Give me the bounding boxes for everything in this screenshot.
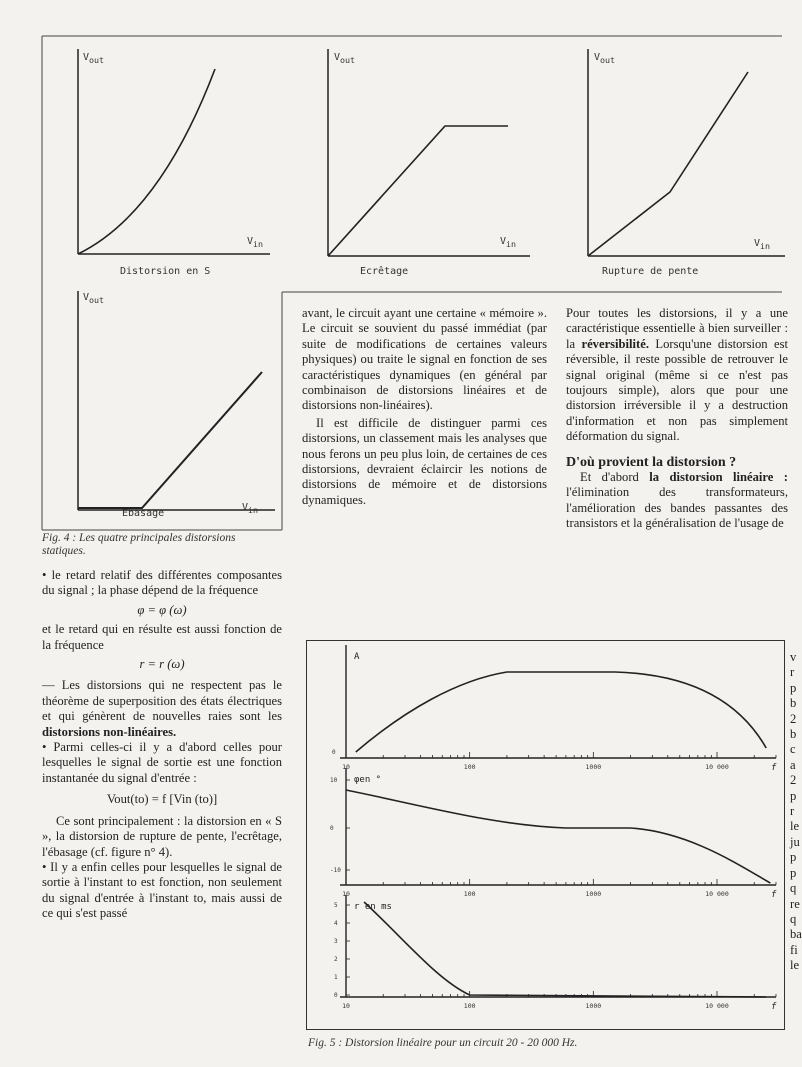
fig5 xyxy=(306,640,790,1030)
fig5-xtick-label: 1000 xyxy=(585,1002,602,1010)
left-eq3: Vout(to) = f [Vin (to)] xyxy=(106,792,218,807)
fig5-p3-ytick-label: 1 xyxy=(334,974,338,981)
edge-letter: r xyxy=(790,804,795,819)
panel-base-label: Ebasage xyxy=(122,508,165,519)
fig5-xlabel: f xyxy=(771,890,777,900)
panel-clip-vout: $V_{out}$ xyxy=(334,52,356,65)
edge-letter: ju xyxy=(790,834,800,849)
fig5-xtick-label: 10 xyxy=(342,1002,350,1010)
edge-letter: p xyxy=(790,865,797,880)
fig5-caption: Fig. 5 : Distorsion linéaire pour un circuit 20 - 20 000 Hz. xyxy=(308,1037,578,1049)
fig5-p3-ytick-label: 0 xyxy=(334,992,338,999)
edge-letter: c xyxy=(790,742,796,757)
edge-letter: re xyxy=(790,896,800,911)
fig5-delay-curve xyxy=(364,902,766,997)
fig5-xtick-label: 10 xyxy=(342,763,350,771)
panel-base-vin: $V_{in}$ xyxy=(242,502,259,515)
panel-s-vin: $V_{in}$ xyxy=(247,236,264,249)
fig5-p2-ytick-label: 0 xyxy=(330,825,334,832)
right-heading: D'où provient la distorsion ? xyxy=(566,454,737,470)
edge-letters xyxy=(790,650,802,974)
fig5-p3-ytick-label: 3 xyxy=(334,938,338,945)
panel-clip-vin: $V_{in}$ xyxy=(500,236,517,249)
edge-letter: 2 xyxy=(790,773,797,788)
edge-letter: b xyxy=(790,696,797,711)
fig5-panel-label: r en ms xyxy=(354,902,392,912)
left-p1: • le retard relatif des différentes composantes du signal ; la phase dépend de la fréquence xyxy=(42,568,282,598)
left-p5: Ce sont principalement : la distorsion en « S », la distorsion de rupture de pente, l'ecrêtage, l'ébasage (cf. figure n° 4). xyxy=(42,813,282,859)
fig5-xtick-label: 100 xyxy=(463,1002,476,1010)
left-p4: • Parmi celles-ci il y a d'abord celles pour lesquelles le signal de sortie est une fonction instantanée du signal d'entrée : xyxy=(42,740,282,785)
panel-s-label: Distorsion en S xyxy=(120,266,211,277)
edge-letter: ba xyxy=(790,927,802,942)
edge-letter: q xyxy=(790,911,797,926)
fig5-phase-curve xyxy=(346,790,770,883)
fig5-xtick-label: 10 000 xyxy=(705,763,729,771)
left-p6: • Il y a enfin celles pour lesquelles le signal de sortie à l'instant to est fonction, non seulement du signal d'entrée à l'instant to, mais aussi de ce qui s'est passé xyxy=(42,859,282,921)
fig5-p3-ytick-label: 4 xyxy=(334,920,338,927)
fig4-panel-s xyxy=(70,44,270,274)
panel-clip-label: Ecrêtage xyxy=(360,266,409,277)
panel-s-vout: $V_{out}$ xyxy=(83,52,105,65)
fig5-panel-label: φen ° xyxy=(354,775,382,785)
edge-letter: le xyxy=(790,819,800,834)
panel-slope-vin: $V_{in}$ xyxy=(754,238,771,251)
fig5-p2-ytick-label: 10 xyxy=(330,777,338,784)
fig4-panel-clip xyxy=(320,44,530,274)
edge-letter: r xyxy=(790,665,795,680)
edge-letter: p xyxy=(790,788,797,803)
fig5-amplitude-curve xyxy=(356,672,766,752)
fig5-xlabel: f xyxy=(771,763,777,773)
column-right xyxy=(566,306,788,532)
mid-p1: avant, le circuit ayant une certaine « mémoire ». Le circuit se souvient du passé immédiat (par suite de modifications de certaines valeurs physiques) ou traite le signal en fonction de ses caractéristiques dynamiques (en général par combinaison de distorsions linéaires et de distorsions non-linéaires). xyxy=(302,306,547,413)
fig5-xtick-label: 10 000 xyxy=(705,1002,729,1010)
right-p2: Et d'abord la distorsion linéaire : l'élimination des transformateurs, l'amélioration des bandes passantes des transistors et la généralisation de l'usage de xyxy=(566,470,788,531)
fig5-p2-ytick-label: -10 xyxy=(330,867,341,874)
fig5-p1-ytick: 0 xyxy=(332,749,336,756)
edge-letter: b xyxy=(790,727,797,742)
edge-letter: p xyxy=(790,850,797,865)
fig5-plot xyxy=(306,640,790,1030)
fig5-xtick-label: 10 000 xyxy=(705,890,729,898)
mid-p2: Il est difficile de distinguer parmi ces distorsions, un classement mais les analyses que nous ferons un peu plus loin, de certaines de ces distorsions, devraient éclaircir les notions de distorsions de mémoire et de distorsions dynamiques. xyxy=(302,415,547,507)
fig5-xtick-label: 1000 xyxy=(585,763,602,771)
edge-letter: 2 xyxy=(790,711,797,726)
fig4-caption: Fig. 4 : Les quatre principales distorsions statiques. xyxy=(42,532,236,557)
fig5-panel-label: A xyxy=(354,652,360,662)
edge-letter: a xyxy=(790,757,796,772)
edge-letter: p xyxy=(790,680,797,695)
left-p3: — Les distorsions qui ne respectent pas le théorème de superposition des états électriques et qui génèrent de nouvelles raies sont les distorsions non-linéaires. xyxy=(42,678,282,739)
fig5-p3-ytick-label: 2 xyxy=(334,956,338,963)
panel-base-vout: $V_{out}$ xyxy=(83,292,105,305)
left-eq1: φ = φ (ω) xyxy=(137,602,187,617)
fig5-xtick-label: 100 xyxy=(463,763,476,771)
edge-letter: v xyxy=(790,650,797,664)
fig5-p3-ytick-label: 5 xyxy=(334,902,338,909)
edge-letter: fi xyxy=(790,942,798,957)
panel-slope-vout: $V_{out}$ xyxy=(594,52,616,65)
edge-letter: le xyxy=(790,958,800,973)
right-p1: Pour toutes les distorsions, il y a une caractéristique essentielle à bien surveiller : la réversibilité. Lorsqu'une distorsion est réversible, il reste possible de retrouver le signal original (même si ce n'est pas toujours simple), alors que pour une distorsion irréversible il y a destruction d'information et non pas simplement déformation du signal. xyxy=(566,306,788,444)
column-left xyxy=(42,568,282,922)
panel-slope-label: Rupture de pente xyxy=(602,266,699,277)
column-middle xyxy=(302,306,547,508)
fig5-xtick-label: 1000 xyxy=(585,890,602,898)
left-eq2: r = r (ω) xyxy=(139,657,185,672)
fig5-xtick-label: 100 xyxy=(463,890,476,898)
edge-letter: q xyxy=(790,881,797,896)
fig5-xtick-label: 10 xyxy=(342,890,350,898)
left-p2: et le retard qui en résulte est aussi fonction de la fréquence xyxy=(42,622,282,652)
fig4-panel-base xyxy=(70,286,280,526)
fig5-xlabel: f xyxy=(771,1002,777,1012)
